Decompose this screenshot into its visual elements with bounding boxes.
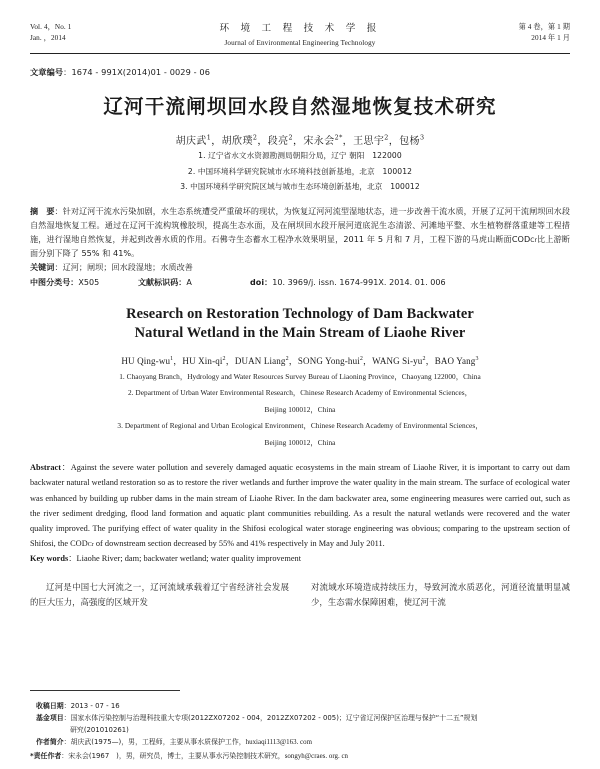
body-paragraph-left: 辽河是中国七大河流之一，辽河流域承载着辽宁省经济社会发展的巨大压力，高强度的区域开发	[30, 582, 289, 607]
abstract-cn	[30, 205, 570, 261]
footnotes	[30, 700, 570, 763]
abstract-en-subscript: Cr	[87, 541, 94, 548]
classification-line	[30, 277, 570, 288]
affiliation-en-2-city: Beijing 100012，China	[264, 404, 336, 414]
date-cn: 2014 年 1 月	[531, 34, 570, 43]
document-code-value: A	[186, 277, 192, 287]
fund-project-value: 国家水体污染控制与治理科技重大专项(2012ZX07202 - 004，2012ZX07202 - 005)；辽宁省辽河保护区治理与保护“十二五”规划	[70, 713, 478, 722]
author-bio-email: huxiaqi1113@163. com	[245, 739, 312, 747]
affiliation-cn-3: 3. 中国环境科学研究院区域与城市生态环境创新基地，北京 100012	[180, 181, 420, 191]
running-head-center	[150, 22, 450, 49]
body-columns	[30, 580, 570, 610]
doi-label: doi	[250, 277, 265, 287]
doi-value: 10. 3969/j. issn. 1674-991X. 2014. 01. 006	[272, 277, 446, 287]
affiliation-en-1: 1. Chaoyang Branch，Hydrology and Water Resources Survey Bureau of Liaoning Province，Chaoyang 122000，China	[119, 371, 481, 381]
date-en: Jan. ，2014	[30, 34, 66, 43]
keywords-cn-colon: ：	[54, 261, 63, 272]
body-paragraph-right: 对流域水环境造成持续压力，导致河流水质恶化，河道径流量明显减少，生态需水保障困难，使辽河干流	[311, 582, 570, 607]
keywords-en-colon: ：	[68, 553, 77, 563]
clc-value: X505	[78, 277, 100, 287]
page-title-en-line1: Research on Restoration Technology of Dam Backwater	[126, 305, 474, 322]
received-date-label: 收稿日期	[36, 701, 64, 710]
doi: doi：10. 3969/j. issn. 1674-991X. 2014. 01. 006	[250, 277, 446, 287]
fund-project-value-cont: 研究(201010261)	[70, 726, 129, 735]
abstract-cn-text: 针对辽河干流水污染加剧，水生态系统遭受严重破坏的现状，为恢复辽河河流型湿地状态，进一步改善干流水质，开展了辽河干流闸坝回水段自然湿地恢复工程。通过在辽河干流构筑橡胶坝，提高生态水面，及在闸坝回水段开展河道底泥生态清淤、河滩地平整、水生植物群落重建等工程措施，进行湿地自然恢复，并起到改善水质的作用。石佛寺生态蓄水工程净水效果明显，2011 年 5 月和 7 月，工程下游的马虎山断面COD	[30, 206, 570, 244]
page-title-cn: 辽河干流闸坝回水段自然湿地恢复技术研究	[103, 94, 497, 118]
abstract-en-text: Against the severe water pollution and severely damaged aquatic ecosystems in the main stream of Liaohe River, it is important to carry out dam backwater natural wetland restoration so as to restore the river wetlands and further improve the water quality in the main stream. The surface of ecological water was enhanced by building up rubber dams in the main stream of Liaohe River. In the dam backwater area, some engineering measures were carried out, such as the river sediment dredging, flood land formation and aquatic plant communities rebuilding. As a result the natural wetlands were recovered and the water quality improved. The purifying effect of water quality in the Shifosi ecological water storage engineering was obvious; comparing to the upstream section of Shifosi, the COD	[30, 463, 570, 548]
abstract-cn-label: 摘 要	[30, 206, 55, 217]
footnote-fund-project: 基金项目：国家水体污染控制与治理科技重大专项(2012ZX07202 - 004，2012ZX07202 - 005)；辽宁省辽河保护区治理与保护“十二五”规划 研究(201010261)	[30, 712, 570, 737]
abstract-cn-text-tail: 比上游断面分别下降了 55% 和 41%。	[30, 233, 570, 258]
volume-issue-en: Vol. 4，No. 1	[30, 23, 72, 31]
authors-en: HU Qing-$wu^1$，HU Xin-$qi^2$，DUAN Liang$^2$，SONG Yong-hui$^2$，WANG $Si-yu^2$，BAO Yang$^3$	[121, 355, 479, 366]
affiliation-en-3-city: Beijing 100012，China	[264, 437, 336, 447]
author-bio-value: 胡庆武(1975—)，男，工程师，主要从事水质保护工作，	[70, 738, 246, 747]
affiliation-cn-1: 1. 辽宁省水文水资源勘测局朝阳分局，辽宁 朝阳 122000	[198, 151, 402, 161]
keywords-en-value: Liaohe River; dam; backwater wetland; water quality improvement	[76, 553, 302, 563]
footnote-author-bio: 作者简介：胡庆武(1975—)，男，工程师，主要从事水质保护工作，huxiaqi1113@163. com	[36, 738, 312, 747]
volume-issue-cn: 第 4 卷，第 1 期	[518, 23, 570, 31]
footnote-received-date: 收稿日期：2013 - 07 - 16	[36, 701, 120, 710]
fund-project-label: 基金项目	[36, 713, 64, 722]
authors-cn: 胡庆武$^1$，胡欣璞$^2$，段亮$^2$，宋永会$^{2*}$，王思宇$^2$，包杨$^3$	[175, 133, 425, 148]
journal-title-en: Journal of Environmental Engineering Technology	[224, 38, 376, 47]
corresponding-author-value: 宋永会(1967 )，男，研究员，博士，主要从事水污染控制技术研究，	[68, 751, 285, 760]
running-head	[30, 22, 570, 49]
running-head-left	[30, 22, 150, 44]
article-number-value: 1674 - 991X(2014)01 - 0029 - 06	[71, 66, 211, 77]
footnote-corresponding-author: *责任作者：宋永会(1967 )，男，研究员，博士，主要从事水污染控制技术研究，songyh@craes. org. cn	[30, 751, 348, 760]
received-date-value: 2013 - 07 - 16	[70, 701, 120, 710]
affiliation-en-3: 3. Department of Regional and Urban Ecological Environment，Chinese Research Academy of Environmental Sciences，	[117, 421, 483, 431]
corresponding-author-label: *责任作者	[30, 751, 62, 760]
keywords-cn-value: 辽河；闸坝；回水段湿地；水质改善	[62, 261, 193, 272]
header-divider	[30, 53, 570, 54]
abstract-en-label: Abstract	[30, 463, 62, 473]
abstract-en-colon: ：	[61, 463, 71, 473]
page-title-en-line2: Natural Wetland in the Main Stream of Liaohe River	[134, 325, 466, 342]
clc-label: 中图分类号	[30, 277, 71, 287]
page-title-en	[30, 305, 570, 344]
author-bio-label: 作者简介	[36, 738, 64, 747]
article-number-colon: ：	[63, 66, 72, 77]
body-column-right	[311, 580, 570, 610]
article-number	[30, 67, 570, 78]
affiliation-en-2: 2. Department of Urban Water Environmental Research，Chinese Research Academy of Environmental Sciences，	[127, 388, 473, 398]
footnote-divider	[30, 690, 180, 691]
journal-title-cn: 环 境 工 程 技 术 学 报	[219, 23, 381, 34]
abstract-en	[30, 460, 570, 551]
keywords-en-label: Key words	[30, 553, 69, 563]
abstract-cn-subscript: Cr	[530, 236, 538, 244]
affiliation-cn-2: 2. 中国环境科学研究院城市水环境科技创新基地，北京 100012	[187, 166, 413, 176]
body-column-left	[30, 580, 289, 610]
keywords-cn	[30, 262, 570, 273]
keywords-cn-label: 关键词	[30, 261, 55, 272]
clc-number: 中图分类号：X505	[30, 277, 100, 287]
document-code: 文献标识码：A	[138, 277, 192, 287]
keywords-en	[30, 551, 570, 566]
article-number-label: 文章编号	[30, 66, 64, 77]
document-code-label: 文献标识码	[138, 277, 179, 287]
corresponding-author-email: songyh@craes. org. cn	[284, 752, 348, 760]
running-head-right	[450, 22, 570, 44]
abstract-cn-colon: ：	[54, 206, 63, 217]
abstract-en-text-tail: of downstream section decreased by 55% and 41% respectively in May and July 2011.	[95, 538, 385, 548]
